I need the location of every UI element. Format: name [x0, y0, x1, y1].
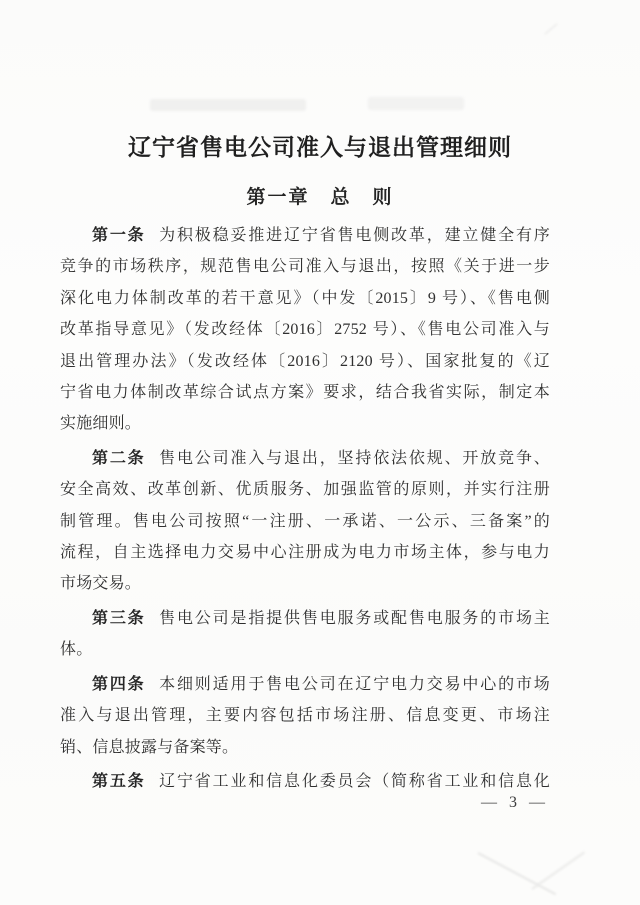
paragraph-line: 制管理。售电公司按照“一注册、一承诺、一公示、三备案”的 [60, 512, 550, 530]
chapter-heading: 第一章 总 则 [246, 187, 394, 208]
paragraph-article-3 [60, 603, 550, 666]
paragraph-line [60, 766, 550, 797]
paragraph-line: 改革指导意见》（发改经体〔2016〕2752 号）、《售电公司准入与 [60, 321, 550, 339]
document-body [60, 220, 550, 800]
paragraph-text: 售电公司是指提供售电服务或配售电服务的市场主 [159, 609, 550, 627]
article-number: 第五条 [92, 772, 146, 790]
article-number: 第三条 [92, 609, 146, 627]
paragraph-article-5 [60, 766, 550, 797]
paragraph-line: 退出管理办法》（发改经体〔2016〕2120 号）、国家批复的《辽 [60, 352, 550, 370]
paragraph-text: 售电公司准入与退出，坚持依法依规、开放竞争、 [159, 449, 550, 467]
scan-smudge-artifact [150, 99, 306, 111]
document-title: 辽宁省售电公司准入与退出管理细则 [128, 135, 512, 160]
scan-scratch-artifact [531, 851, 585, 889]
paragraph-text: 为积极稳妥推进辽宁省售电侧改革，建立健全有序 [159, 227, 550, 244]
scan-mark-artifact [544, 23, 558, 35]
paragraph-line: 竞争的市场秩序，规范售电公司准入与退出，按照《关于进一步 [60, 258, 550, 276]
paragraph-line: 销、信息披露与备案等。 [60, 738, 239, 756]
article-number: 第四条 [92, 675, 146, 693]
paragraph-line: 市场交易。 [60, 575, 142, 593]
article-number: 第二条 [92, 449, 146, 467]
paragraph-line [60, 669, 550, 700]
paragraph-line: 实施细则。 [60, 415, 142, 433]
page-number: — 3 — [481, 794, 546, 811]
paragraph-line [60, 220, 550, 251]
paragraph-article-2 [60, 443, 550, 600]
paragraph-line: 安全高效、改革创新、优质服务、加强监管的原则，并实行注册 [60, 481, 550, 499]
paragraph-article-1 [60, 220, 550, 440]
paragraph-line: 宁省电力体制改革综合试点方案》要求，结合我省实际，制定本 [60, 384, 550, 402]
paragraph-text: 本细则适用于售电公司在辽宁电力交易中心的市场 [159, 675, 550, 693]
paragraph-line: 深化电力体制改革的若干意见》（中发〔2015〕9 号）、《售电侧 [60, 289, 550, 307]
paragraph-article-4 [60, 669, 550, 763]
scan-smudge-artifact [368, 97, 464, 110]
paragraph-text: 辽宁省工业和信息化委员会（简称省工业和信息化 [159, 772, 550, 790]
paragraph-line: 准入与退出管理，主要内容包括市场注册、信息变更、市场注 [60, 707, 550, 725]
paragraph-line [60, 603, 550, 634]
paragraph-line: 体。 [60, 641, 93, 659]
article-number: 第一条 [92, 227, 146, 244]
paragraph-line [60, 443, 550, 474]
scan-scratch-artifact [478, 852, 557, 895]
paragraph-line: 流程，自主选择电力交易中心注册成为电力市场主体，参与电力 [60, 544, 550, 562]
